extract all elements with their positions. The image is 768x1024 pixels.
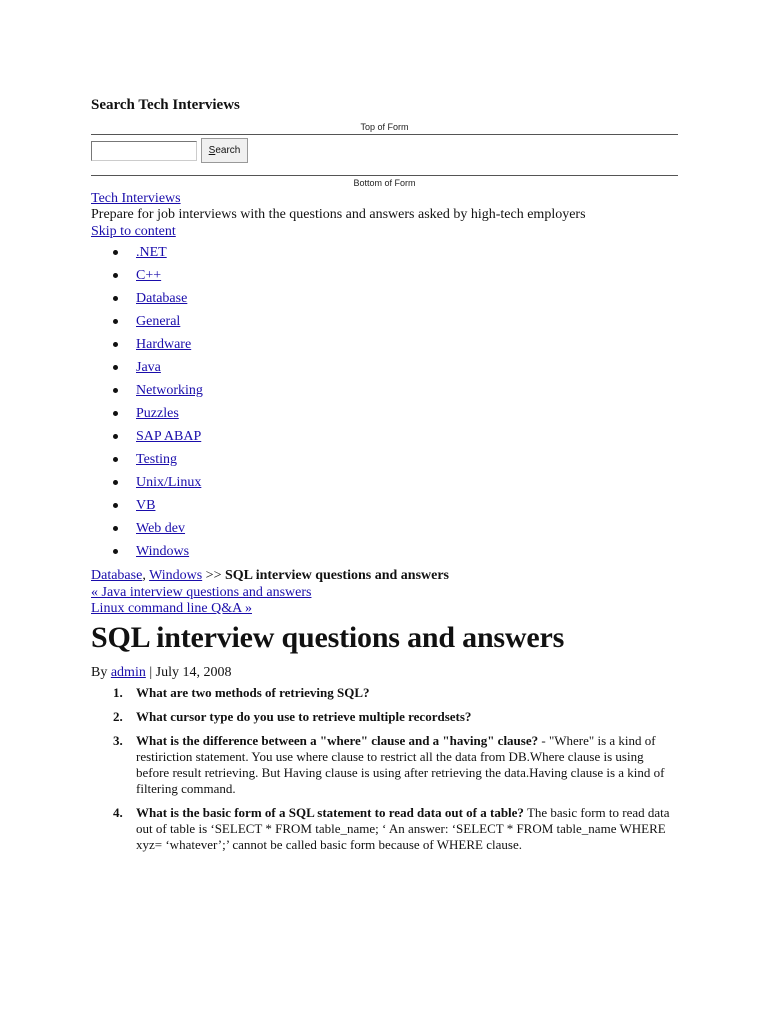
nav-item-sap-abap [91,428,203,451]
question-list [91,685,678,861]
question-number: 4. [113,805,123,820]
breadcrumb-current: SQL interview questions and answers [224,568,450,583]
nav-link-testing[interactable]: Testing [136,452,178,467]
nav-item-windows [91,543,203,566]
article-byline [91,664,231,681]
search-button[interactable] [201,138,248,163]
bottom-form-divider [91,175,678,176]
bullet-icon [113,549,118,554]
breadcrumb-database-link[interactable]: Database [91,568,143,583]
nav-link-general[interactable]: General [136,314,181,329]
search-button-accesskey: S [208,145,216,156]
bullet-icon [113,342,118,347]
nav-link-sap-abap[interactable]: SAP ABAP [136,429,202,444]
answer-text: - "Where" is a kind of restiriction statement. You use where clause to restrict all the data from DB.Where clause is using before result retrieving. But Having clause is using after retrieving the data.Having clause is a kind of filtering command. [136,733,665,796]
nav-item-puzzles [91,405,203,428]
bullet-icon [113,388,118,393]
bullet-icon [113,434,118,439]
nav-item-vb [91,497,203,520]
search-button-label: earch [215,145,241,156]
next-post-row [91,600,252,617]
next-post-link[interactable]: Linux command line Q&A » [91,601,252,616]
bullet-icon [113,319,118,324]
nav-link-hardware[interactable]: Hardware [136,337,192,352]
byline-date: | July 14, 2008 [145,665,232,680]
category-nav [91,244,203,566]
nav-link-web-dev[interactable]: Web dev [136,521,186,536]
nav-item-java [91,359,203,382]
bullet-icon [113,457,118,462]
nav-item-dotnet [91,244,203,267]
nav-item-web-dev [91,520,203,543]
question-text: What is the basic form of a SQL statement to read data out of a table? [136,805,524,820]
nav-link-puzzles[interactable]: Puzzles [136,406,179,421]
question-number: 2. [113,709,123,724]
bullet-icon [113,365,118,370]
question-number: 1. [113,685,123,700]
nav-link-vb[interactable]: VB [136,498,156,513]
author-link[interactable]: admin [110,665,146,680]
skip-to-content-link[interactable]: Skip to content [91,224,176,239]
bullet-icon [113,250,118,255]
prev-post-link[interactable]: « Java interview questions and answers [91,585,312,600]
bullet-icon [113,273,118,278]
breadcrumb-separator: , [142,568,150,583]
nav-link-dotnet[interactable]: .NET [136,245,167,260]
question-number: 3. [113,733,123,748]
nav-item-hardware [91,336,203,359]
nav-item-general [91,313,203,336]
bullet-icon [113,411,118,416]
nav-item-unix-linux [91,474,203,497]
breadcrumb-arrow: >> [202,568,225,583]
site-name-link[interactable]: Tech Interviews [91,191,181,206]
nav-link-database[interactable]: Database [136,291,188,306]
bullet-icon [113,503,118,508]
nav-item-cpp [91,267,203,290]
top-of-form-label: Top of Form [360,122,409,132]
breadcrumb-windows-link[interactable]: Windows [149,568,203,583]
question-text: What are two methods of retrieving SQL? [136,685,370,700]
top-form-divider [91,134,678,135]
nav-link-unix-linux[interactable]: Unix/Linux [136,475,202,490]
bullet-icon [113,480,118,485]
nav-link-cpp[interactable]: C++ [136,268,162,283]
nav-item-testing [91,451,203,474]
search-heading: Search Tech Interviews [91,97,240,113]
answer-text: The basic form to read data out of table is ‘SELECT * FROM table_name; ‘ An answer: ‘SELECT * FROM table_name WHERE xyz= ‘whatever’;’ cannot be called basic form because of WHERE clause. [136,805,670,852]
nav-link-windows[interactable]: Windows [136,544,190,559]
question-item [91,733,678,797]
bottom-of-form-label: Bottom of Form [353,178,416,188]
nav-item-networking [91,382,203,405]
question-item [91,805,678,853]
question-text: What cursor type do you use to retrieve multiple recordsets? [136,709,472,724]
bullet-icon [113,526,118,531]
nav-link-networking[interactable]: Networking [136,383,203,398]
question-item [91,685,678,701]
site-name-row [91,190,181,207]
article-title: SQL interview questions and answers [91,621,565,654]
byline-prefix: By [91,665,111,680]
breadcrumb [91,567,449,584]
search-input[interactable] [91,141,197,161]
bullet-icon [113,296,118,301]
nav-link-java[interactable]: Java [136,360,161,375]
question-item [91,709,678,725]
site-tagline: Prepare for job interviews with the questions and answers asked by high-tech employers [91,207,586,222]
question-text: What is the difference between a "where" clause and a "having" clause? [136,733,539,748]
nav-item-database [91,290,203,313]
skip-row [91,223,176,240]
prev-post-row [91,584,311,601]
